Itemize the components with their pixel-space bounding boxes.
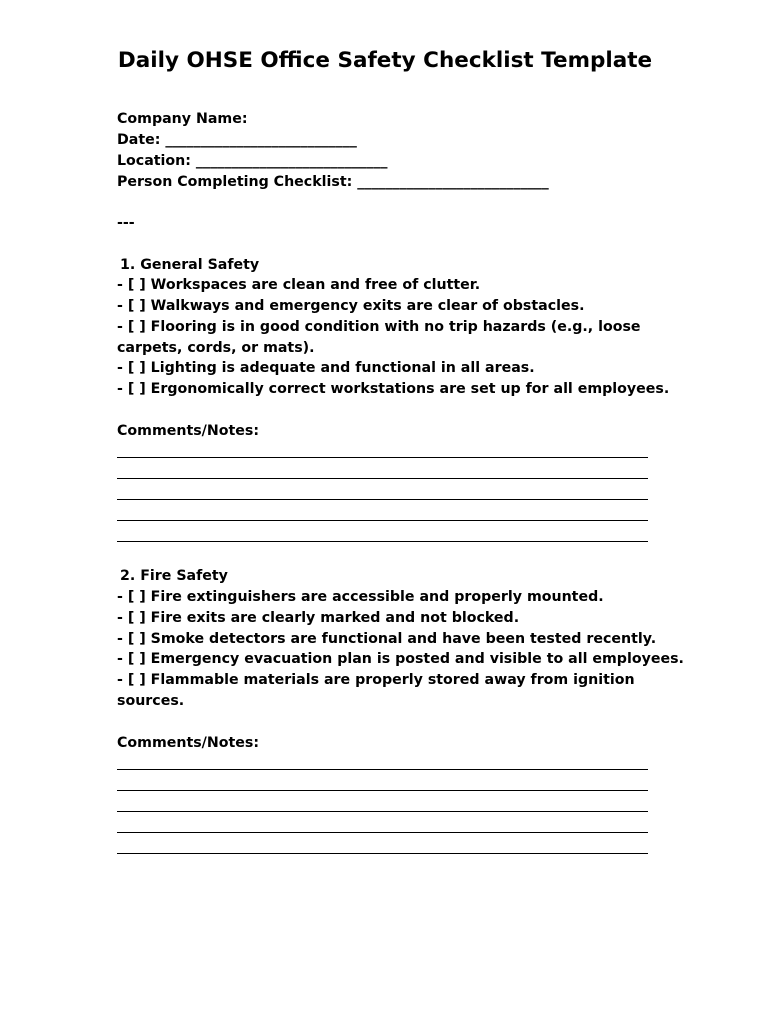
- checklist-item: - [ ] Emergency evacuation plan is posted and visible to all employees.: [117, 651, 684, 667]
- comment-line: [117, 520, 648, 521]
- comment-line: [117, 769, 648, 770]
- separator: ---: [117, 215, 135, 231]
- checklist-item-continuation: sources.: [117, 693, 185, 709]
- date-field: Date: ___________________________: [117, 132, 357, 148]
- section-heading-general-safety: 1. General Safety: [120, 257, 260, 273]
- comment-line: [117, 832, 648, 833]
- checklist-item: - [ ] Fire extinguishers are accessible and properly mounted.: [117, 589, 604, 605]
- checklist-item: - [ ] Smoke detectors are functional and have been tested recently.: [117, 631, 657, 647]
- checklist-item: - [ ] Lighting is adequate and functional in all areas.: [117, 360, 535, 376]
- person-completing-field: Person Completing Checklist: ___________________________: [117, 174, 549, 190]
- comment-line: [117, 541, 648, 542]
- comments-label: Comments/Notes:: [117, 423, 259, 439]
- checklist-item: - [ ] Ergonomically correct workstations are set up for all employees.: [117, 381, 670, 397]
- comments-label: Comments/Notes:: [117, 735, 259, 751]
- comment-line: [117, 853, 648, 854]
- checklist-item: - [ ] Fire exits are clearly marked and not blocked.: [117, 610, 520, 626]
- comment-line: [117, 457, 648, 458]
- comment-line: [117, 790, 648, 791]
- document-title: Daily OHSE Office Safety Checklist Template: [117, 48, 653, 73]
- comment-line: [117, 811, 648, 812]
- checklist-item: - [ ] Walkways and emergency exits are clear of obstacles.: [117, 298, 585, 314]
- comment-line: [117, 478, 648, 479]
- location-field: Location: ___________________________: [117, 153, 388, 169]
- checklist-item: - [ ] Workspaces are clean and free of clutter.: [117, 277, 481, 293]
- company-name-field: Company Name:: [117, 111, 248, 127]
- section-heading-fire-safety: 2. Fire Safety: [120, 568, 228, 584]
- checklist-item-continuation: carpets, cords, or mats).: [117, 340, 315, 356]
- checklist-item: - [ ] Flooring is in good condition with no trip hazards (e.g., loose: [117, 319, 641, 335]
- checklist-item: - [ ] Flammable materials are properly stored away from ignition: [117, 672, 635, 688]
- comment-line: [117, 499, 648, 500]
